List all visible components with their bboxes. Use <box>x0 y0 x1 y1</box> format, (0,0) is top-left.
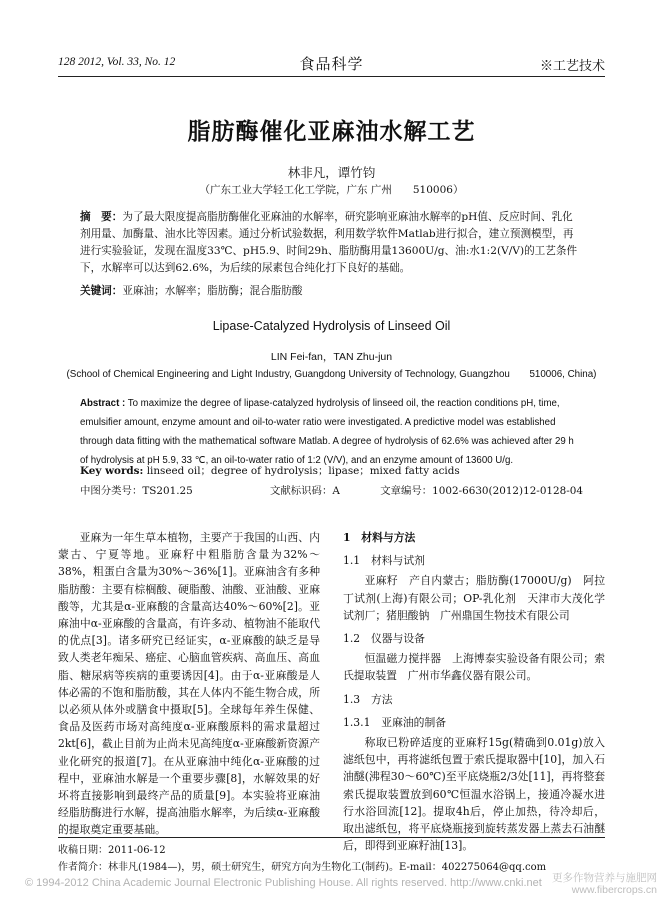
materials-paragraph: 亚麻籽 产自内蒙古；脂肪酶(17000U/g) 阿拉丁试剂(上海)有限公司；OP-乳化剂 天津市大茂化学试剂厂；猪胆酸钠 广州鼎国生物技术有限公司 <box>343 574 605 622</box>
clc-number: 中图分类号：TS201.25 <box>80 485 193 497</box>
equipment-paragraph: 恒温磁力搅拌器 上海博泰实验设备有限公司；索氏提取装置 广州市华鑫仪器有限公司。 <box>343 652 605 683</box>
subsection-heading: 1.2 仪器与设备 <box>343 632 425 646</box>
keywords-cn-label: 关键词： <box>80 285 123 297</box>
affiliation-cn: （广东工业大学轻工化工学院，广东 广州 510006） <box>199 184 464 196</box>
english-affiliation: (School of Chemical Engineering and Light Industry, Guangdong University of Technology, Guangzhou 510006, China) <box>66 369 597 380</box>
keywords-en-label: Key words: <box>80 465 144 477</box>
body-left-column <box>58 529 320 839</box>
abstract-cn-text: 为了最大限度提高脂肪酶催化亚麻油的水解率，研究影响亚麻油水解率的pH值、反应时间、乳化剂用量、加酶量、油水比等因素。通过分析试验数据，利用数学软件Matlab进行拟合，建立预测模型，再进行实验验证，发现在温度33℃、pH5.9、时间29h、脂肪酶用量13600U/g、油:水1:2(V/V)的工艺条件下，水解率可以达到62.6%，为后续的尿素包合纯化打下良好的基础。 <box>80 211 578 274</box>
abstract-en-text: To maximize the degree of lipase-catalyzed hydrolysis of linseed oil, the reaction conditions pH, time, emulsifier amount, enzyme amount and oil-to-water ratio were investigated. A predictive model was established through data fitting with the mathematical software Matlab. A degree of hydrolysis of 62.6% was achieved after 29 h of hydrolysis at pH 5.9, 33 ℃, an oil-to-water ratio of 1:2 (V/V), and an enzyme amount of 13600 U/g. <box>80 398 574 466</box>
issue-info: 128 2012, Vol. 33, No. 12 <box>58 56 176 68</box>
authors-cn: 林非凡，谭竹钧 <box>287 165 376 180</box>
abstract-cn-label: 摘 要： <box>80 211 123 223</box>
document-code: 文献标识码：A <box>270 485 340 497</box>
keywords-en-text: linseed oil；degree of hydrolysis；lipase；mixed fatty acids <box>146 465 460 477</box>
keywords-cn <box>80 283 583 300</box>
intro-paragraph: 亚麻为一年生草本植物，主要产于我国的山西、内蒙古、宁夏等地。亚麻籽中粗脂肪含量为32%～38%，粗蛋白含量为30%～36%[1]。亚麻油含有多种脂肪酸：主要有棕榈酸、硬脂酸、油酸、亚油酸、亚麻酸等，尤其是α-亚麻酸的含量高达40%～60%[2]。亚麻油中α-亚麻酸的含量高，有许多动、植物油不能取代的优点[3]。诸多研究已经证实，α-亚麻酸的缺乏是导致人类老年痴呆、癌症、心脑血管疾病、高血压、高血脂、糖尿病等疾病的重要诱因[4]。由于α-亚麻酸是人体必需的不饱和脂肪酸，其在人体内不能生物合成，所以必须从体外或膳食中摄取[5]。全球每年养生保健、食品及医药市场对高纯度α-亚麻酸原料的需求量超过2kt[6]，截止目前为止尚未见高纯度α-亚麻酸新资源产业化研究的报道[7]。在从亚麻油中纯化α-亚麻酸的过程中，亚麻油水解是一个重要步骤[8]，水解效果的好坏将直接影响到最终产品的质量[9]。本实验将亚麻油经脂肪酶进行水解，提高油脂水解率，为后续α-亚麻酸的提取奠定重要基础。 <box>58 531 320 837</box>
subsection-heading: 1.1 材料与试剂 <box>343 554 425 568</box>
section-name: ※工艺技术 <box>539 59 605 74</box>
journal-name: 食品科学 <box>299 55 364 73</box>
watermark-line-2: www.fibercrops.cn <box>571 884 657 896</box>
author-info: 作者简介：林非凡(1984—)，男，硕士研究生，研究方向为生物化工(制药)。E-mail：402275064@qq.com <box>58 862 547 873</box>
body-right-column <box>343 529 605 854</box>
abstract-en <box>80 394 583 470</box>
method-paragraph: 称取已粉碎适度的亚麻籽15g(精确到0.01g)放入滤纸包中，再将滤纸包置于索氏提取器中[10]，加入石油醚(沸程30～60℃)至平底烧瓶2/3处[11]，再将整套索氏提取装置放到60℃恒温水浴锅上，接通冷凝水进行水浴回流[12]。提取4h后，停止加热，待冷却后，取出滤纸包，将平底烧瓶接到旋转蒸发器上蒸去石油醚后，即得到亚麻籽油[13]。 <box>343 736 605 853</box>
article-number: 文章编号：1002-6630(2012)12-0128-04 <box>380 485 583 497</box>
abstract-cn <box>80 209 583 277</box>
section-heading: 1 材料与方法 <box>343 531 416 544</box>
classification-line <box>80 482 583 498</box>
keywords-en <box>80 462 583 477</box>
watermark-line-1: 更多作物营养与施肥网 <box>552 872 657 884</box>
subsubsection-heading: 1.3.1 亚麻油的制备 <box>343 715 447 729</box>
english-authors: LIN Fei-fan，TAN Zhu-jun <box>270 351 393 363</box>
watermark <box>552 872 657 896</box>
running-header <box>58 52 605 77</box>
footnote <box>58 837 605 876</box>
abstract-en-label: Abstract : <box>80 398 126 409</box>
english-title: Lipase-Catalyzed Hydrolysis of Linseed Oil <box>212 319 451 333</box>
copyright-line: © 1994-2012 China Academic Journal Electronic Publishing House. All rights reserved. http://www.cnki.net <box>25 877 542 889</box>
subsection-heading: 1.3 方法 <box>343 692 393 706</box>
received-date: 收稿日期：2011-06-12 <box>58 845 166 856</box>
keywords-cn-text: 亚麻油；水解率；脂肪酶；混合脂肪酸 <box>122 285 303 297</box>
paper-title: 脂肪酶催化亚麻油水解工艺 <box>187 118 476 145</box>
